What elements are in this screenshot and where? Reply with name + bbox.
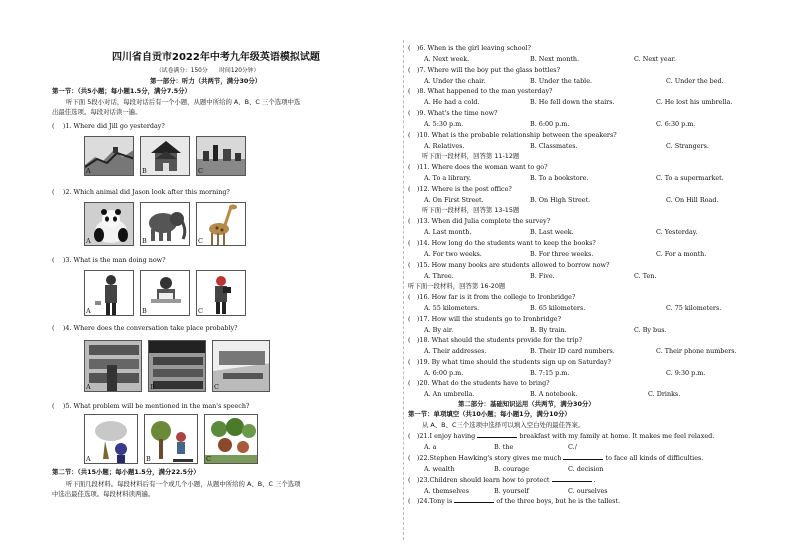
bookstore-picture — [84, 340, 142, 392]
question-18: ( )18. What should the students provide for the trip? — [408, 336, 583, 344]
q19-option-c: C. 9:30 p.m. — [666, 369, 706, 377]
option-a-label: A — [86, 307, 91, 315]
page-title: 四川省自贡市2022年中考九年级英语模拟试题 — [112, 52, 320, 63]
q17-option-a: A. By air. — [424, 326, 454, 334]
material-3-instructions: 听下面一段材料，回答第 16-20题 — [408, 282, 506, 290]
q18-option-a: A. Their addresses. — [424, 347, 487, 355]
q1-pictures — [84, 136, 254, 176]
q15-option-b: B. Five. — [530, 272, 555, 280]
option-c-label: C — [206, 455, 211, 463]
question-21 — [408, 432, 714, 440]
q7-option-c: C. Under the bed. — [666, 77, 724, 85]
man-standing-picture — [84, 270, 134, 316]
q22-text-start: ( )22.Stephen Hawking's story gives me much — [408, 454, 562, 462]
q2-pictures — [84, 202, 254, 246]
q8-option-b: B. He fell down the stairs. — [530, 98, 615, 106]
q22-blank — [563, 454, 603, 460]
option-a-label: A — [86, 167, 91, 175]
elephant-picture — [140, 202, 190, 246]
left-column — [52, 0, 397, 549]
library-hall-picture — [212, 340, 270, 392]
q6-option-a: A. Next week. — [424, 55, 470, 63]
q15-option-a: A. Three. — [424, 272, 454, 280]
question-11: ( )11. Where does the woman want to go? — [408, 163, 548, 171]
q16-option-b: B. 65 kilometers. — [530, 304, 586, 312]
part1-sec1-instructions-2: 出最佳选项。每段对话读一遍。 — [52, 108, 142, 116]
q12-option-b: B. On High Street. — [530, 196, 591, 204]
giraffe-picture — [196, 202, 246, 246]
skyline-picture — [196, 136, 246, 176]
option-b-label: B — [150, 383, 155, 391]
q13-option-c: C. Yesterday. — [656, 228, 698, 236]
option-a-label: A — [86, 237, 91, 245]
q11-option-a: A. To a library. — [424, 174, 472, 182]
part2-sec1-heading: 第一节：单项填空（共10小题；每小题1分，满分10分） — [408, 410, 571, 418]
question-2: ( )2. Which animal did Jason look after this morning? — [52, 188, 230, 196]
q11-option-c: C. To a supermarket. — [656, 174, 724, 182]
question-20: ( )20. What do the students have to bring? — [408, 379, 550, 387]
option-b-label: B — [146, 455, 151, 463]
option-c-label: C — [214, 383, 219, 391]
question-5: ( )5. What problem will be mentioned in the man's speech? — [52, 402, 250, 410]
option-c-label: C — [198, 307, 203, 315]
q21-text-end: breakfast with my family at home. It makes me feel relaxed. — [519, 432, 715, 440]
man-reading-picture — [140, 270, 190, 316]
panda-picture — [84, 202, 134, 246]
q10-option-b: B. Classmates. — [530, 142, 578, 150]
q23-option-a: A. themselves — [424, 487, 469, 495]
q22-option-a: A. wealth — [424, 465, 455, 473]
question-15: ( )15. How many books are students allowed to borrow now? — [408, 261, 610, 269]
option-a-label: A — [86, 455, 91, 463]
shop-picture — [148, 340, 206, 392]
q20-option-a: A. An umbrella. — [424, 390, 475, 398]
column-divider — [403, 40, 404, 540]
part2-heading: 第二部分：基础知识运用（共两节，满分30分） — [458, 400, 595, 408]
pollution-picture — [84, 414, 138, 464]
q6-option-c: C. Next year. — [634, 55, 676, 63]
q16-option-c: C. 75 kilometers. — [666, 304, 722, 312]
q20-option-c: C. Drinks. — [648, 390, 681, 398]
part1-sec1-heading: 第一节：（共5小题；每小题1.5分，满分7.5分） — [52, 87, 191, 95]
q19-option-b: B. 7:15 p.m. — [530, 369, 570, 377]
exam-subtitle: （试卷满分：150分 时间120分钟） — [156, 68, 260, 74]
q24-text-start: ( )24.Tony is — [408, 497, 453, 505]
option-b-label: B — [142, 307, 147, 315]
q3-pictures — [84, 270, 254, 316]
q24-blank — [454, 497, 494, 503]
part1-sec2-instructions-2: 中选出最佳选项。每段材料读两遍。 — [52, 490, 155, 498]
option-c-label: C — [198, 237, 203, 245]
tree-cutting-picture — [144, 414, 198, 464]
question-12: ( )12. Where is the post office? — [408, 185, 512, 193]
option-b-label: B — [142, 237, 147, 245]
q11-option-b: B. To a bookstore. — [530, 174, 589, 182]
q9-option-a: A. 5:30 p.m. — [424, 120, 464, 128]
q17-option-b: B. By train. — [530, 326, 567, 334]
q21-option-c: C./ — [568, 443, 577, 451]
q22-option-b: B. courage — [494, 465, 530, 473]
part2-instructions: 从 A、B、C三个选项中选择可以填入空白处的最佳答案。 — [422, 421, 585, 429]
q7-option-a: A. Under the chair. — [424, 77, 486, 85]
q9-option-c: C. 6:30 p.m. — [656, 120, 696, 128]
q18-option-c: C. Their phone numbers. — [656, 347, 737, 355]
right-column — [408, 0, 788, 549]
q8-option-c: C. He lost his umbrella. — [656, 98, 733, 106]
part1-sec2-heading: 第二节：（共15小题；每小题1.5分，满分22.5分） — [52, 468, 200, 476]
q21-option-a: A. a — [424, 443, 437, 451]
q21-blank — [477, 432, 517, 438]
q21-option-b: B. the — [494, 443, 514, 451]
option-a-label: A — [86, 383, 91, 391]
q23-text-end: . — [593, 476, 596, 484]
q20-option-b: B. A notebook. — [530, 390, 578, 398]
option-c-label: C — [198, 167, 203, 175]
part1-sec2-instructions: 听下面几段材料。每段材料后有一个或几个小题，从题中所给的 A、B、C 三个选项 — [66, 480, 301, 488]
material-1-instructions: 听下面一段材料，回答第 11-12题 — [422, 152, 520, 160]
q17-option-c: C. By bus. — [634, 326, 667, 334]
option-b-label: B — [142, 167, 147, 175]
garden-picture — [204, 414, 258, 464]
question-7: ( )7. Where will the boy put the glass bottles? — [408, 66, 560, 74]
q18-option-b: B. Their ID card numbers. — [530, 347, 615, 355]
question-22 — [408, 454, 703, 462]
question-16: ( )16. How far is it from the college to Ironbridge? — [408, 293, 576, 301]
temple-picture — [140, 136, 190, 176]
q22-option-c: C. decision — [568, 465, 604, 473]
question-8: ( )8. What happened to the man yesterday? — [408, 87, 553, 95]
part1-sec1-instructions: 听下面 5段小对话，每段对话后有一个小题，从题中所给的 A、B、C 三个选项中选 — [66, 98, 301, 106]
q6-option-b: B. Next month. — [530, 55, 580, 63]
q14-option-a: A. For two weeks. — [424, 250, 482, 258]
q23-text-start: ( )23.Children should learn how to protect — [408, 476, 550, 484]
q10-option-a: A. Relatives. — [424, 142, 465, 150]
question-1: ( )1. Where did Jill go yesterday? — [52, 122, 165, 130]
q12-option-a: A. On First Street. — [424, 196, 484, 204]
question-13: ( )13. When did Julia complete the survey? — [408, 217, 551, 225]
question-14: ( )14. How long do the students want to keep the books? — [408, 239, 596, 247]
question-3: ( )3. What is the man doing now? — [52, 256, 166, 264]
question-19: ( )19. By what time should the students sign up on Saturday? — [408, 358, 611, 366]
material-2-instructions: 听下面一段材料，回答第 13-15题 — [422, 206, 520, 214]
q23-option-c: C. ourselves — [568, 487, 608, 495]
q8-option-a: A. He had a cold. — [424, 98, 480, 106]
q13-option-a: A. Last month. — [424, 228, 472, 236]
part1-heading: 第一部分：听力（共两节，满分30分） — [150, 77, 262, 85]
great-wall-picture — [84, 136, 134, 176]
question-9: ( )9. What's the time now? — [408, 109, 498, 117]
man-photographing-picture — [196, 270, 246, 316]
q14-option-c: C. For a month. — [656, 250, 707, 258]
q23-blank — [552, 476, 592, 482]
q15-option-c: C. Ten. — [634, 272, 657, 280]
question-6: ( )6. When is the girl leaving school? — [408, 44, 531, 52]
question-4: ( )4. Where does the conversation take place probably? — [52, 324, 238, 332]
q23-option-b: B. yourself — [494, 487, 529, 495]
q12-option-c: C. On Hill Road. — [666, 196, 719, 204]
q13-option-b: B. Last week. — [530, 228, 574, 236]
q24-text-end: of the three boys, but he is the tallest. — [496, 497, 621, 505]
question-17: ( )17. How will the students go to Ironbridge? — [408, 315, 561, 323]
question-23 — [408, 476, 596, 484]
q22-text-end: to face all kinds of difficulties. — [605, 454, 704, 462]
q19-option-a: A. 6:00 p.m. — [424, 369, 464, 377]
q21-text-start: ( )21.I enjoy having — [408, 432, 476, 440]
question-10: ( )10. What is the probable relationship between the speakers? — [408, 131, 617, 139]
q10-option-c: C. Strangers. — [666, 142, 709, 150]
q16-option-a: A. 55 kilometers. — [424, 304, 480, 312]
q7-option-b: B. Under the table. — [530, 77, 593, 85]
q14-option-b: B. For three weeks. — [530, 250, 594, 258]
q9-option-b: B. 6:00 p.m. — [530, 120, 570, 128]
q5-pictures — [84, 414, 264, 464]
q4-pictures — [84, 340, 282, 392]
question-24 — [408, 497, 620, 505]
